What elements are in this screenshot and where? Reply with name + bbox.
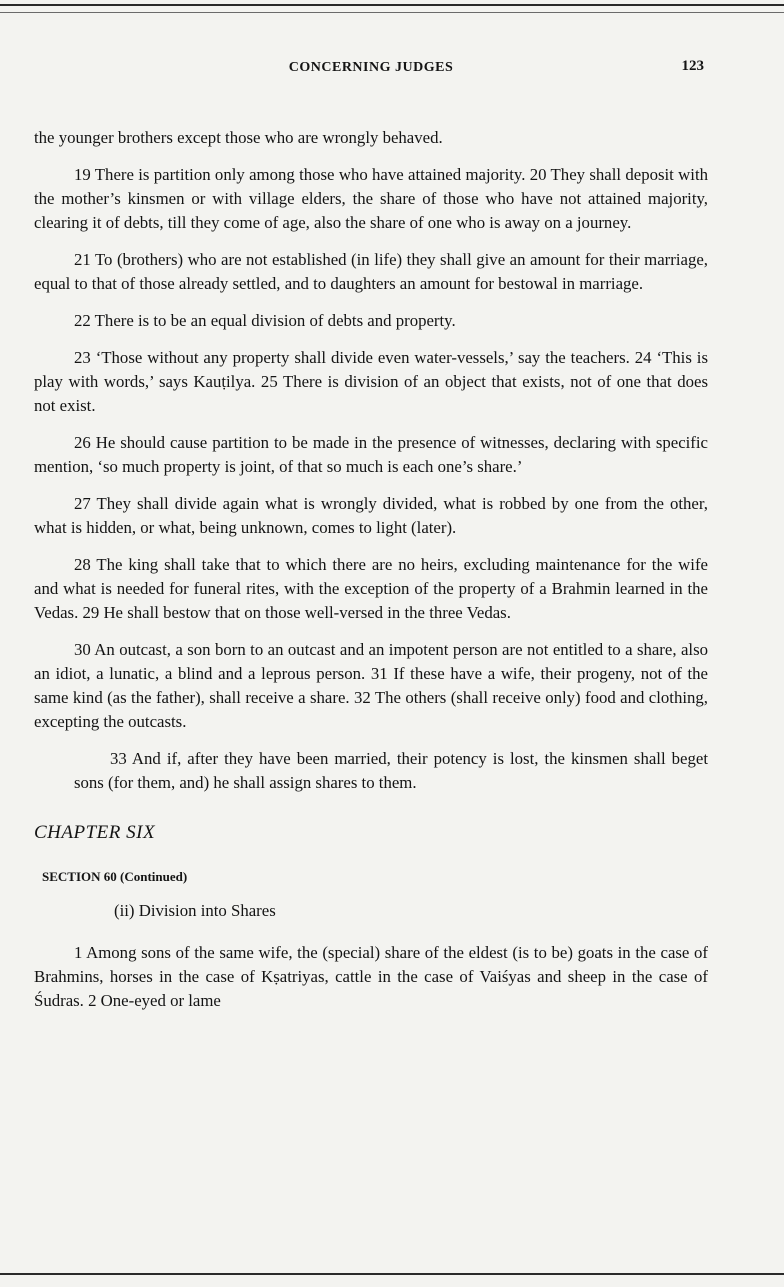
paragraph-33: 33 And if, after they have been married, their potency is lost, the kinsmen shall beget sons (for them, and) he shall assign shares to them. [74,749,708,792]
page-number: 123 [681,58,704,74]
bottom-rule [0,1273,784,1275]
paragraph-26: 26 He should cause partition to be made in the presence of witnesses, declaring with specific mention, ‘so much property is joint, of that so much is each one’s share.’ [34,433,708,476]
paragraph-30: 30 An outcast, a son born to an outcast and an impotent person are not entitled to a share, also an idiot, a lunatic, a blind and a leprous person. 31 If these have a wife, their progeny, not of the same kind (as the father), shall receive a share. 32 The others (shall receive only) food and clothing, excepting the outcasts. [34,640,708,731]
paragraph-22: 22 There is to be an equal division of debts and property. [74,311,456,330]
paragraph-continuation: the younger brothers except those who are wrongly behaved. [34,128,443,147]
running-head [34,60,708,84]
running-title: CONCERNING JUDGES [288,60,454,75]
top-rule [0,4,784,6]
section-heading: SECTION 60 (Continued) [42,869,188,884]
top-rule-thin [0,12,784,13]
paragraph-23: 23 ‘Those without any property shall divide even water-vessels,’ say the teachers. 24 ‘This is play with words,’ says Kauṭilya. 25 There is division of an object that exists, not of one that does not exist. [34,348,708,415]
paragraph-27: 27 They shall divide again what is wrongly divided, what is robbed by one from the other, what is hidden, or what, being unknown, comes to light (later). [34,494,708,537]
paragraph-28: 28 The king shall take that to which there are no heirs, excluding maintenance for the wife and what is needed for funeral rites, with the exception of the property of a Brahmin learned in the Vedas. 29 He shall bestow that on those well-versed in the three Vedas. [34,555,708,622]
body-text [34,126,708,1026]
paragraph-1: 1 Among sons of the same wife, the (special) share of the eldest (is to be) goats in the case of Brahmins, horses in the case of Kṣatriyas, cattle in the case of Vaiśyas and sheep in the case of Śudras. 2 One-eyed or lame [34,943,708,1010]
paragraph-21: 21 To (brothers) who are not established (in life) they shall give an amount for their marriage, equal to that of those already settled, and to daughters an amount for bestowal in marriage. [34,250,708,293]
subsection-heading: (ii) Division into Shares [114,901,276,920]
paragraph-19: 19 There is partition only among those who have attained majority. 20 They shall deposit with the mother’s kinsmen or with village elders, the share of those who have not attained majority, clearing it of debts, till they come of age, also the share of one who is away on a journey. [34,165,708,232]
chapter-heading: CHAPTER SIX [34,822,156,843]
